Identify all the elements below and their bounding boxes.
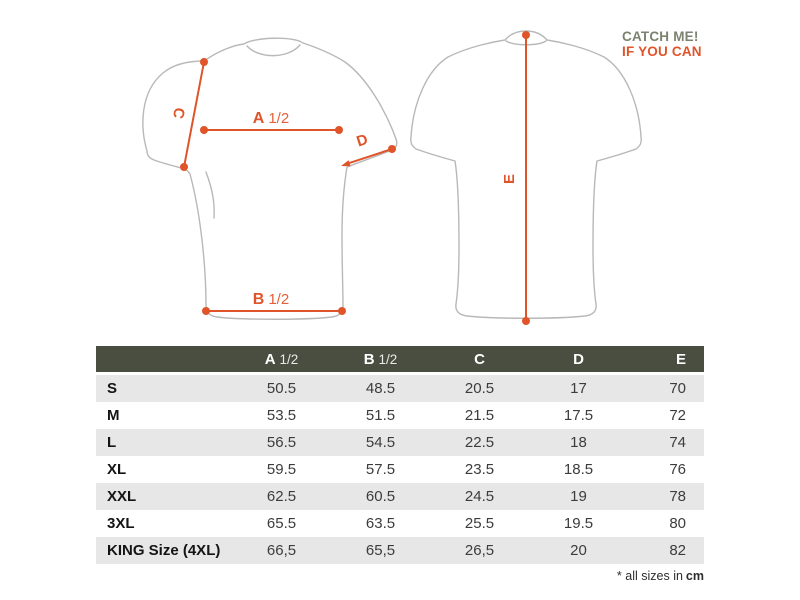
size-table-header — [96, 346, 704, 374]
table-row — [96, 429, 704, 456]
column-header-e: E — [628, 346, 704, 374]
measurement-value: 18 — [570, 434, 587, 451]
measurement-value: 20 — [570, 542, 587, 559]
table-row — [96, 402, 704, 429]
measure-label-a: A 1/2 — [252, 110, 290, 127]
size-table-body — [96, 374, 704, 565]
measure-dot — [200, 126, 208, 134]
units-note-text: * all sizes in — [616, 569, 683, 583]
size-label: XXL — [107, 488, 137, 505]
measurement-value: 65.5 — [266, 515, 297, 532]
measure-label-b: B 1/2 — [252, 291, 290, 308]
measurement-value: 60.5 — [365, 488, 396, 505]
measurement-value: 20.5 — [464, 380, 495, 397]
measure-dot — [338, 307, 346, 315]
size-label: KING Size (4XL) — [107, 542, 221, 559]
measure-dot — [522, 317, 530, 325]
measurement-value: 65,5 — [365, 542, 396, 559]
size-label: M — [107, 407, 120, 424]
measurement-value: 25.5 — [464, 515, 495, 532]
measurement-value: 66,5 — [266, 542, 297, 559]
measurement-value: 80 — [669, 515, 686, 532]
measurement-value: 26,5 — [464, 542, 495, 559]
units-note — [617, 569, 704, 583]
column-header-b: B 1/2 — [331, 346, 430, 374]
measure-label-d: D — [354, 130, 371, 151]
measurement-value: 72 — [669, 407, 686, 424]
measurement-value: 54.5 — [365, 434, 396, 451]
measurement-value: 22.5 — [464, 434, 495, 451]
measurement-value: 17.5 — [563, 407, 594, 424]
size-column-header — [96, 346, 232, 374]
size-table — [96, 346, 704, 564]
size-label: 3XL — [107, 515, 135, 532]
measurement-value: 50.5 — [266, 380, 297, 397]
measurement-value: 18.5 — [563, 461, 594, 478]
measurement-value: 53.5 — [266, 407, 297, 424]
tshirt-front-outline — [143, 38, 397, 319]
measure-label-c: C — [168, 105, 188, 121]
measurement-value: 21.5 — [464, 407, 495, 424]
measurement-value: 82 — [669, 542, 686, 559]
table-row — [96, 537, 704, 564]
brand-slogan-line1: CATCH ME! — [622, 29, 699, 44]
measurement-value: 78 — [669, 488, 686, 505]
measurement-value: 57.5 — [365, 461, 396, 478]
measurement-value: 23.5 — [464, 461, 495, 478]
measure-dot — [180, 163, 188, 171]
measurement-value: 51.5 — [365, 407, 396, 424]
table-row — [96, 510, 704, 537]
measurement-value: 63.5 — [365, 515, 396, 532]
units-unit: cm — [685, 569, 704, 583]
table-row — [96, 483, 704, 510]
size-label: L — [107, 434, 117, 451]
measurement-value: 62.5 — [266, 488, 297, 505]
measurement-value: 19 — [570, 488, 587, 505]
size-label: S — [107, 380, 118, 397]
measure-dot — [335, 126, 343, 134]
header-row — [96, 346, 704, 374]
measure-dot — [202, 307, 210, 315]
size-label: XL — [107, 461, 127, 478]
measurement-value: 56.5 — [266, 434, 297, 451]
measurement-value: 59.5 — [266, 461, 297, 478]
column-header-c: C — [430, 346, 529, 374]
table-row — [96, 374, 704, 403]
measure-dot — [388, 145, 396, 153]
brand-slogan-line2: IF YOU CAN — [622, 43, 702, 59]
measurement-value: 74 — [669, 434, 686, 451]
table-row — [96, 456, 704, 483]
column-header-d: D — [529, 346, 628, 374]
measure-dot — [522, 31, 530, 39]
measure-label-e: E — [501, 173, 518, 185]
measurement-value: 19.5 — [563, 515, 594, 532]
measurement-value: 24.5 — [464, 488, 495, 505]
measurement-value: 70 — [669, 380, 686, 397]
measurement-value: 76 — [669, 461, 686, 478]
brand-slogan — [622, 30, 702, 59]
measurement-value: 48.5 — [365, 380, 396, 397]
column-header-a: A 1/2 — [232, 346, 331, 374]
measure-dot — [200, 58, 208, 66]
measurement-value: 17 — [570, 380, 587, 397]
